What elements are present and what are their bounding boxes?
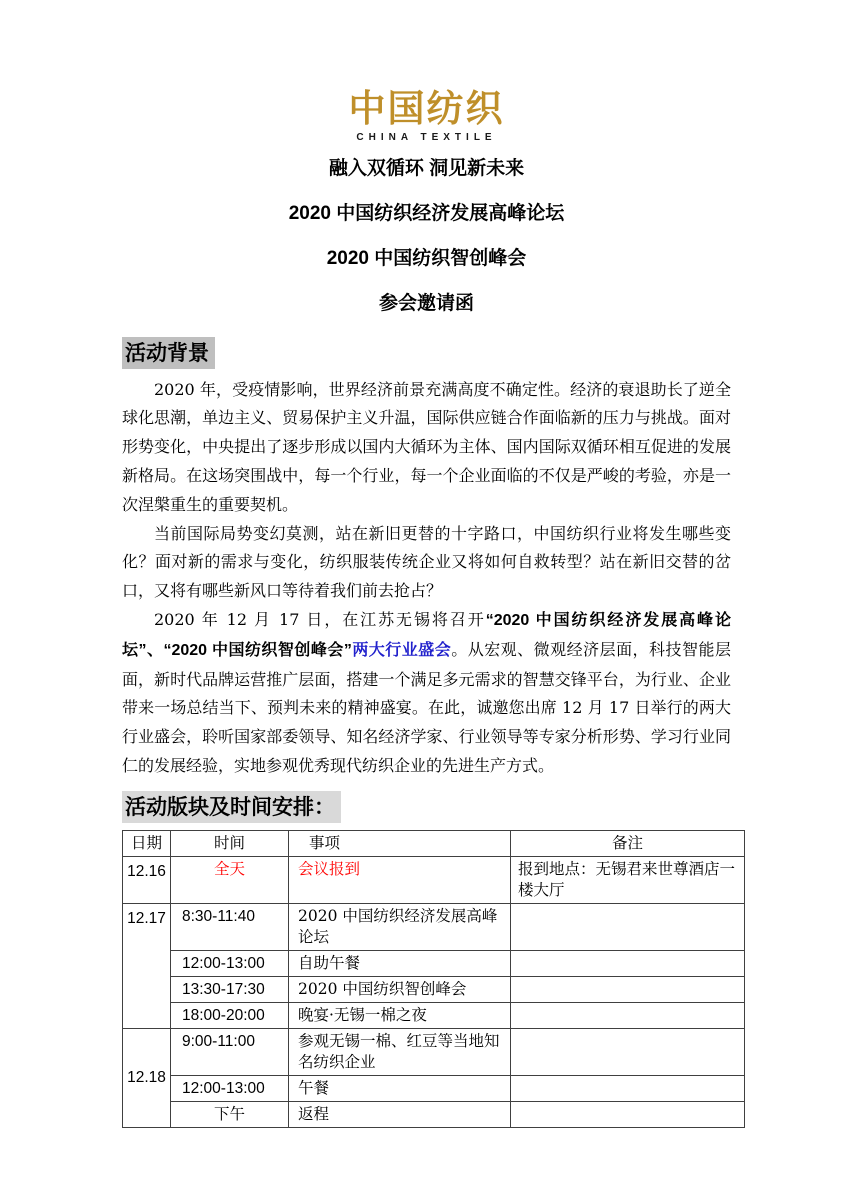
header-event: 事项 <box>289 830 511 856</box>
title-invitation: 参会邀请函 <box>378 292 474 314</box>
table-row <box>123 1028 745 1075</box>
header-note: 备注 <box>511 830 745 856</box>
time-cell: 下午 <box>171 1101 289 1127</box>
p3-event-names: “2020 中国纺织经济发展高峰论坛”、“2020 中国纺织智创峰会” <box>122 612 731 659</box>
schedule-table-header <box>123 830 745 856</box>
time-cell: 12:00-13:00 <box>171 950 289 976</box>
p3-intro: 2020 年 12 月 17 日，在江苏无锡将召开 <box>154 610 486 630</box>
china-textile-logo-en: CHINA TEXTILE <box>356 131 497 143</box>
table-row <box>123 1075 745 1101</box>
note-cell <box>511 1002 745 1028</box>
note-cell <box>511 1075 745 1101</box>
note-cell <box>511 1101 745 1127</box>
background-heading <box>122 337 731 369</box>
background-paragraph-2: 当前国际局势变幻莫测，站在新旧更替的十字路口，中国纺织行业将发生哪些变化？面对新的需求与变化，纺织服装传统企业又将如何自救转型？站在新旧交替的岔口，又将有哪些新风口等待着我们前去抢占？ <box>122 523 731 601</box>
table-row <box>123 903 745 950</box>
time-cell: 全天 <box>171 856 289 903</box>
event-cell: 晚宴·无锡一棉之夜 <box>289 1002 511 1028</box>
time-cell: 9:00-11:00 <box>171 1028 289 1075</box>
event-cell: 参观无锡一棉、红豆等当地知名纺织企业 <box>289 1028 511 1075</box>
event-cell: 2020 中国纺织经济发展高峰论坛 <box>289 903 511 950</box>
title-summit: 2020 中国纺织智创峰会 <box>326 247 527 269</box>
table-row <box>123 856 745 903</box>
section-schedule <box>122 791 736 1128</box>
date-cell: 12.16 <box>123 856 171 903</box>
date-cell: 12.18 <box>123 1028 171 1127</box>
note-cell <box>511 903 745 950</box>
background-paragraph-1: 2020 年，受疫情影响，世界经济前景充满高度不确定性。经济的衰退助长了逆全球化思潮，单边主义、贸易保护主义升温，国际供应链合作面临新的压力与挑战。面对形势变化，中央提出了逐步形成以国内大循环为主体、国内国际双循环相互促进的发展新格局。在这场突围战中，每一个行业，每一个企业面临的不仅是严峻的考验，亦是一次涅槃重生的重要契机。 <box>122 379 731 514</box>
event-cell: 返程 <box>289 1101 511 1127</box>
event-cell: 午餐 <box>289 1075 511 1101</box>
note-cell: 报到地点：无锡君来世尊酒店一楼大厅 <box>511 856 745 903</box>
table-header-row <box>123 830 745 856</box>
event-cell: 自助午餐 <box>289 950 511 976</box>
section-background <box>122 337 731 781</box>
table-row <box>123 950 745 976</box>
schedule-table <box>122 830 745 1128</box>
event-cell: 会议报到 <box>289 856 511 903</box>
schedule-heading-text: 活动版块及时间安排： <box>122 791 341 823</box>
header-date: 日期 <box>123 830 171 856</box>
background-heading-text: 活动背景 <box>122 337 215 369</box>
title-block <box>122 157 731 316</box>
time-cell: 13:30-17:30 <box>171 976 289 1002</box>
time-cell: 8:30-11:40 <box>171 903 289 950</box>
event-cell: 2020 中国纺织智创峰会 <box>289 976 511 1002</box>
table-row <box>123 1101 745 1127</box>
p3-rest: 。从宏观、微观经济层面，科技智能层面，新时代品牌运营推广层面，搭建一个满足多元需求的智慧交锋平台，为行业、企业带来一场总结当下、预判未来的精神盛宴。在此，诚邀您出席 12 月 17 日举行的两大行业盛会，聆听国家部委领导、知名经济学家、行业领导等专家分析形势、学习行业同仁的发展经验，实地参观优秀现代纺织企业的先进生产方式。 <box>122 639 731 776</box>
title-forum: 2020 中国纺织经济发展高峰论坛 <box>288 202 565 224</box>
background-paragraph-3 <box>122 606 731 781</box>
date-cell: 12.17 <box>123 903 171 1028</box>
title-slogan: 融入双循环 洞见新未来 <box>328 157 525 179</box>
p3-highlight-blue: 两大行业盛会 <box>351 639 452 659</box>
table-row <box>123 1002 745 1028</box>
note-cell <box>511 1028 745 1075</box>
header-time: 时间 <box>171 830 289 856</box>
time-cell: 12:00-13:00 <box>171 1075 289 1101</box>
china-textile-logo-cn: 中国纺织 <box>348 86 505 130</box>
table-row <box>123 976 745 1002</box>
note-cell <box>511 950 745 976</box>
time-cell: 18:00-20:00 <box>171 1002 289 1028</box>
schedule-heading <box>122 791 731 823</box>
note-cell <box>511 976 745 1002</box>
logo <box>122 88 731 143</box>
